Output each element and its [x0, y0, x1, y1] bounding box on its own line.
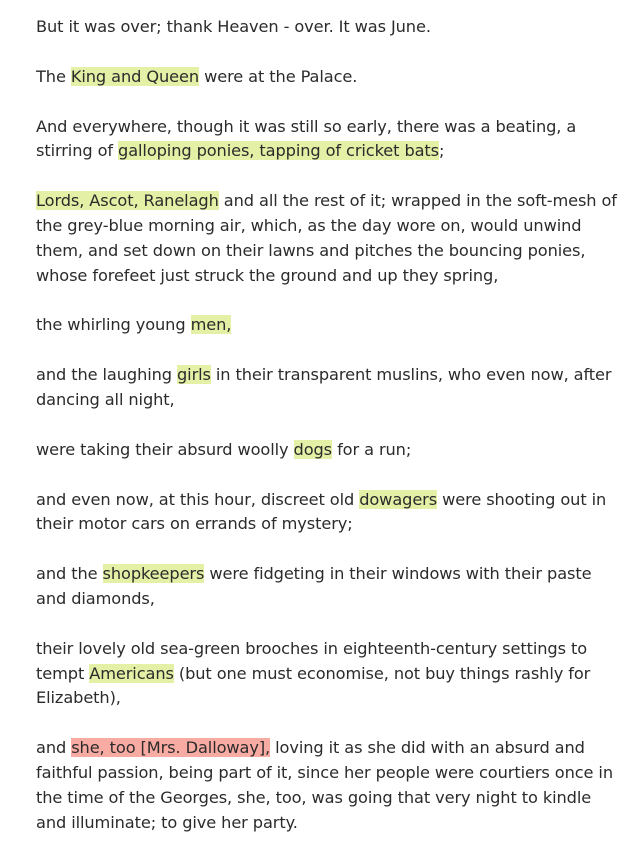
- paragraph-11: [36, 736, 626, 835]
- paragraph-3: [36, 115, 626, 165]
- highlight-green: King and Queen: [70, 66, 200, 86]
- highlight-green: shopkeepers: [102, 564, 205, 584]
- text-segment: were fidgeting in their windows with their paste and diamonds,: [36, 564, 592, 608]
- text-segment: (but one must economise, not buy things rashly for Elizabeth),: [36, 663, 591, 708]
- paragraph-9: [36, 562, 626, 612]
- text-segment: were at the Palace.: [199, 66, 358, 86]
- highlight-green: girls: [177, 365, 211, 385]
- highlight-green: men,: [190, 315, 232, 335]
- text-segment: The: [36, 66, 71, 86]
- text-segment: But it was over; thank Heaven - over. It was June.: [36, 17, 431, 36]
- text-segment: their lovely old sea-green brooches in eighteenth-century settings to tempt: [36, 638, 587, 683]
- text-segment: and the laughing: [36, 365, 177, 385]
- text-segment: and all the rest of it; wrapped in the soft-mesh of the grey-blue morning air, which, as the day wore on, would unwind them, and set down on their lawns and pitches the bouncing ponies, whose forefeet just struck the ground and up they spring,: [36, 191, 617, 285]
- paragraph-8: [36, 488, 626, 538]
- highlight-green: Lords, Ascot, Ranelagh: [36, 191, 219, 211]
- highlight-green: Americans: [89, 663, 174, 683]
- text-segment: and even now, at this hour, discreet old: [36, 489, 360, 509]
- paragraph-5: [36, 313, 626, 338]
- text-segment: were shooting out in their motor cars on errands of mystery;: [36, 489, 607, 534]
- paragraph-10: [36, 637, 626, 711]
- highlight-green: galloping ponies, tapping of cricket bats: [118, 141, 440, 161]
- paragraph-6: [36, 363, 626, 413]
- text-segment: in their transparent muslins, who even now, after dancing all night,: [36, 365, 612, 409]
- text-segment: were taking their absurd woolly: [36, 439, 294, 459]
- paragraph-2: [36, 65, 626, 90]
- text-segment: And everywhere, though it was still so early, there was a beating, a stirring of: [36, 116, 577, 161]
- paragraph-4: [36, 189, 626, 288]
- passage-text: [36, 15, 626, 860]
- highlight-red: she, too [Mrs. Dalloway],: [71, 738, 271, 758]
- text-segment: for a run;: [332, 439, 412, 459]
- highlight-green: dowagers: [359, 489, 438, 509]
- text-segment: and the: [36, 564, 103, 584]
- paragraph-7: [36, 438, 626, 463]
- paragraph-1: [36, 15, 626, 40]
- text-segment: and: [36, 738, 72, 758]
- highlight-green: dogs: [293, 439, 333, 459]
- text-segment: the whirling young: [36, 315, 191, 335]
- text-segment: ;: [439, 141, 445, 161]
- text-segment: loving it as she did with an absurd and faithful passion, being part of it, since her people were courtiers once in the time of the Georges, she, too, was going that very night to kindle and illuminate; to give her party.: [36, 738, 613, 832]
